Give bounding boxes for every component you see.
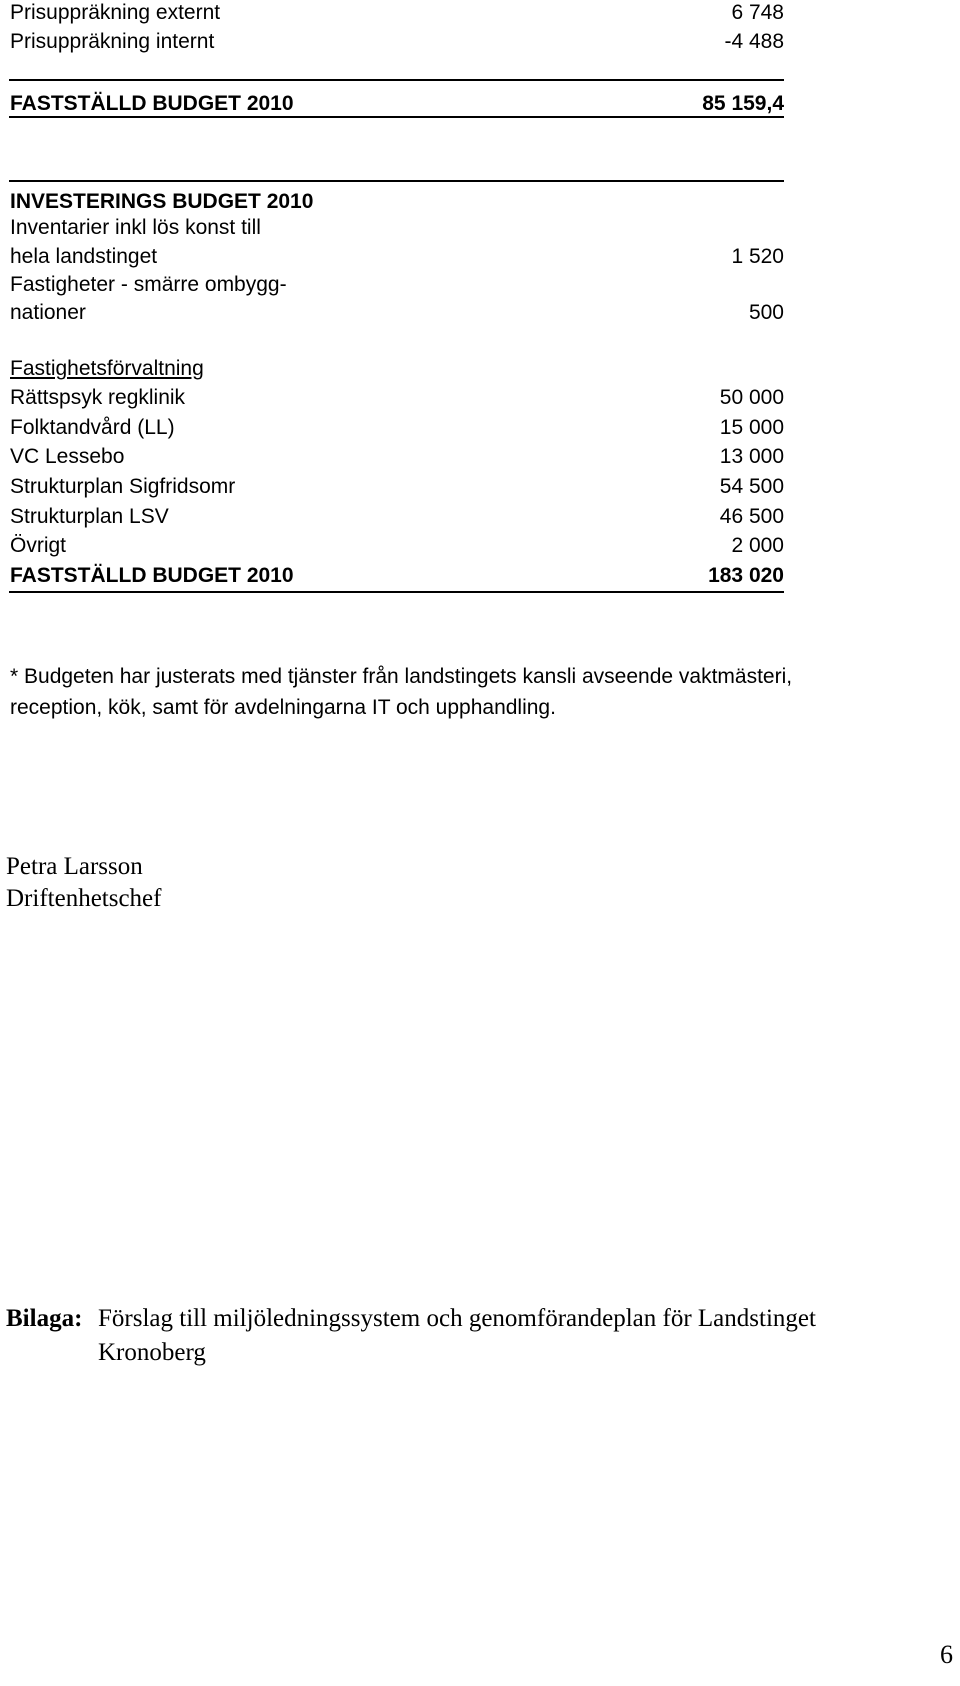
budget-total-value: 85 159,4 — [702, 92, 784, 115]
investment-total-value: 183 020 — [708, 564, 784, 587]
signature-name: Petra Larsson — [6, 853, 143, 880]
fastighetsforvaltning-subheading: Fastighetsförvaltning — [10, 357, 204, 380]
fastigheter-value: 500 — [748, 301, 784, 324]
footnote-line2: reception, kök, samt för avdelningarna IT och upphandling. — [10, 696, 556, 719]
investment-heading: INVESTERINGS BUDGET 2010 — [10, 190, 314, 213]
row-value-vc-lessebo: 13 000 — [719, 445, 784, 468]
attachment-text-line2: Kronoberg — [98, 1339, 206, 1366]
page-number: 6 — [940, 1640, 953, 1669]
row-value-strukturplan-lsv: 46 500 — [719, 505, 784, 528]
inventarier-label-line2: hela landstinget — [10, 245, 158, 268]
fastigheter-label-line2: nationer — [10, 301, 86, 324]
row-value-prisupprakning-externt: 6 748 — [731, 1, 784, 24]
inventarier-label-line1: Inventarier inkl lös konst till — [10, 216, 261, 239]
attachment-label: Bilaga: — [6, 1305, 83, 1332]
row-value-rattspsyk: 50 000 — [719, 386, 784, 409]
fastigheter-label-line1: Fastigheter - smärre ombygg- — [10, 273, 287, 296]
row-label-prisupprakning-internt: Prisuppräkning internt — [10, 30, 215, 53]
row-label-ovrigt: Övrigt — [10, 534, 67, 557]
row-value-prisupprakning-internt: -4 488 — [724, 30, 784, 53]
row-label-strukturplan-sigfridsomr: Strukturplan Sigfridsomr — [10, 475, 236, 498]
divider — [9, 591, 784, 593]
row-label-strukturplan-lsv: Strukturplan LSV — [10, 505, 169, 528]
divider — [9, 79, 784, 81]
row-label-vc-lessebo: VC Lessebo — [10, 445, 125, 468]
row-label-prisupprakning-externt: Prisuppräkning externt — [10, 1, 221, 24]
inventarier-value: 1 520 — [731, 245, 784, 268]
row-value-ovrigt: 2 000 — [731, 534, 784, 557]
row-value-folktandvard: 15 000 — [719, 416, 784, 439]
signature-title: Driftenhetschef — [6, 885, 162, 912]
row-label-folktandvard: Folktandvård (LL) — [10, 416, 175, 439]
divider — [9, 180, 784, 182]
attachment-text-line1: Förslag till miljöledningssystem och genomförandeplan för Landstinget — [98, 1305, 816, 1332]
footnote-line1: * Budgeten har justerats med tjänster från landstingets kansli avseende vaktmästeri, — [10, 665, 793, 688]
budget-total-label: FASTSTÄLLD BUDGET 2010 — [10, 92, 294, 115]
row-label-rattspsyk: Rättspsyk regklinik — [10, 386, 186, 409]
divider — [9, 116, 784, 118]
row-value-strukturplan-sigfridsomr: 54 500 — [719, 475, 784, 498]
investment-total-label: FASTSTÄLLD BUDGET 2010 — [10, 564, 294, 587]
